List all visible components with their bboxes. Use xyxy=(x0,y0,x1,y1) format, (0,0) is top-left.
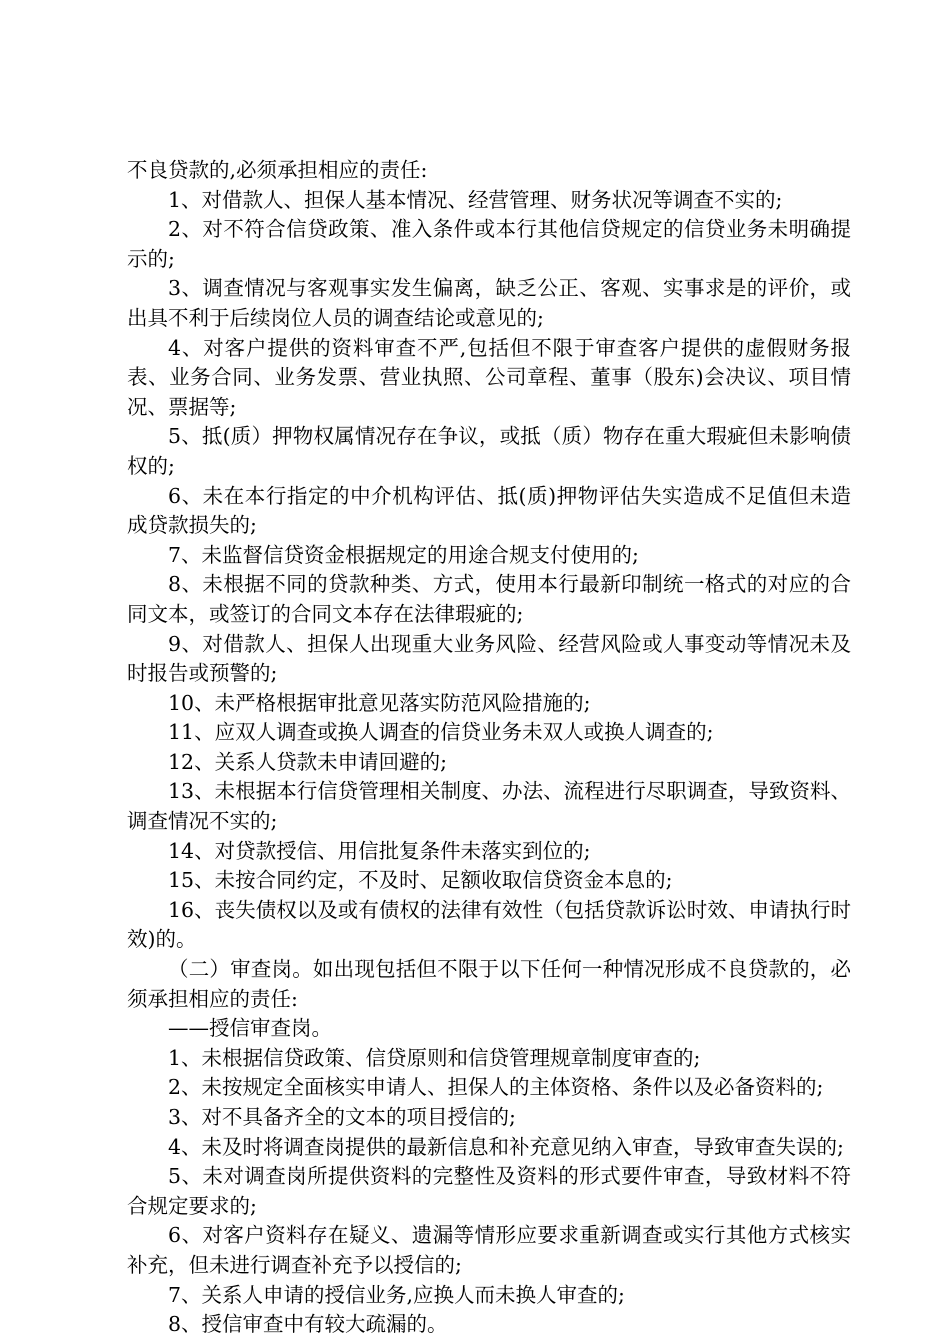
paragraph-investigation-item-15: 15、未按合同约定，不及时、足额收取信贷资金本息的; xyxy=(168,868,673,893)
paragraph-review-item-6: 6、对客户资料存在疑义、遗漏等情形应要求重新调查或实行其他方式核实补充，但未进行调查补充予以授信的; xyxy=(127,1223,851,1277)
paragraph-investigation-item-6: 6、未在本行指定的中介机构评估、抵(质)押物评估失实造成不足值但未造成贷款损失的; xyxy=(127,483,851,538)
paragraph-investigation-item-5: 5、抵(质）押物权属情况存在争议，或抵（质）物存在重大瑕疵但未影响债权的; xyxy=(127,424,851,478)
document-body xyxy=(127,156,851,1340)
paragraph-review-section-heading: （二）审查岗。如出现包括但不限于以下任何一种情况形成不良贷款的，必须承担相应的责任: xyxy=(127,957,851,1011)
paragraph-review-item-3: 3、对不具备齐全的文本的项目授信的; xyxy=(168,1105,516,1129)
paragraph-investigation-item-2: 2、对不符合信贷政策、准入条件或本行其他信贷规定的信贷业务未明确提示的; xyxy=(127,217,851,271)
paragraph-investigation-item-12: 12、关系人贷款未申请回避的; xyxy=(168,749,447,774)
paragraph-lead-in: 不良贷款的,必须承担相应的责任: xyxy=(127,158,428,182)
paragraph-review-item-1: 1、未根据信贷政策、信贷原则和信贷管理规章制度审查的; xyxy=(168,1045,701,1070)
paragraph-investigation-item-16: 16、丧失债权以及或有债权的法律有效性（包括贷款诉讼时效、申请执行时效)的。 xyxy=(127,897,851,952)
paragraph-review-item-7: 7、关系人申请的授信业务,应换人而未换人审查的; xyxy=(168,1282,625,1307)
paragraph-review-item-5: 5、未对调查岗所提供资料的完整性及资料的形式要件审查，导致材料不符合规定要求的; xyxy=(127,1164,851,1218)
paragraph-review-item-2: 2、未按规定全面核实申请人、担保人的主体资格、条件以及必备资料的; xyxy=(168,1075,824,1100)
paragraph-credit-review-post: ——授信审查岗。 xyxy=(168,1016,332,1041)
paragraph-investigation-item-4: 4、对客户提供的资料审查不严,包括但不限于审查客户提供的虚假财务报表、业务合同、业务发票、营业执照、公司章程、董事（股东)会决议、项目情况、票据等; xyxy=(127,335,851,419)
paragraph-investigation-item-11: 11、应双人调查或换人调查的信贷业务未双人或换人调查的; xyxy=(168,720,714,745)
paragraph-investigation-item-14: 14、对贷款授信、用信批复条件未落实到位的; xyxy=(168,838,591,863)
paragraph-investigation-item-9: 9、对借款人、担保人出现重大业务风险、经营风险或人事变动等情况未及时报告或预警的; xyxy=(127,631,851,686)
paragraph-investigation-item-10: 10、未严格根据审批意见落实防范风险措施的; xyxy=(168,690,591,715)
paragraph-investigation-item-13: 13、未根据本行信贷管理相关制度、办法、流程进行尽职调查，导致资料、调查情况不实的; xyxy=(127,779,851,834)
paragraph-investigation-item-1: 1、对借款人、担保人基本情况、经营管理、财务状况等调查不实的; xyxy=(168,187,783,212)
paragraph-review-item-4: 4、未及时将调查岗提供的最新信息和补充意见纳入审查，导致审查失误的; xyxy=(168,1134,844,1159)
paragraph-review-item-8: 8、授信审查中有较大疏漏的。 xyxy=(168,1312,448,1337)
paragraph-investigation-item-3: 3、调查情况与客观事实发生偏离，缺乏公正、客观、实事求是的评价，或出具不利于后续岗位人员的调查结论或意见的; xyxy=(127,276,851,330)
paragraph-investigation-item-7: 7、未监督信贷资金根据规定的用途合规支付使用的; xyxy=(168,542,639,567)
paragraph-investigation-item-8: 8、未根据不同的贷款种类、方式，使用本行最新印制统一格式的对应的合同文本，或签订的合同文本存在法律瑕疵的; xyxy=(127,572,851,626)
